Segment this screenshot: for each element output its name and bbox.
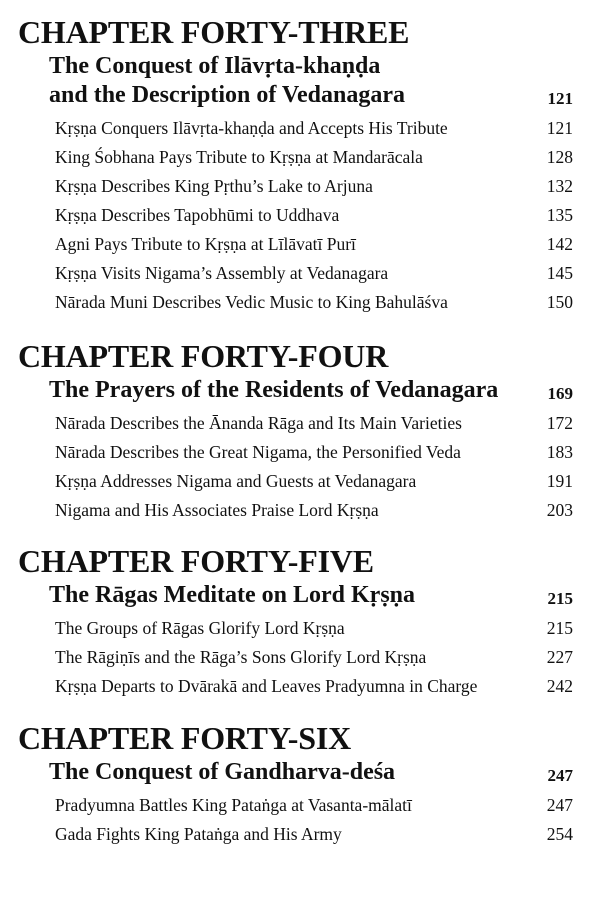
entry-title: Nārada Muni Describes Vedic Music to King Bahulāśva (55, 292, 448, 312)
toc-entry[interactable] (55, 409, 588, 438)
entry-page-number: 254 (546, 824, 573, 844)
entry-page-number: 128 (546, 147, 573, 167)
entry-page-number: 183 (546, 442, 573, 462)
part-page-number: 215 (547, 589, 573, 608)
entry-page-number: 145 (546, 263, 573, 283)
entry-list (55, 791, 588, 849)
entry-title: The Groups of Rāgas Glorify Lord Kṛṣṇa (55, 618, 345, 638)
toc-entry[interactable] (55, 201, 588, 230)
chapter-section-45 (18, 543, 588, 701)
entry-title: The Rāgiṇīs and the Rāga’s Sons Glorify Lord Kṛṣṇa (55, 647, 427, 667)
toc-entry[interactable] (55, 614, 588, 643)
entry-page-number: 247 (546, 795, 573, 815)
part-title-line: The Conquest of Gandharva-deśa (49, 759, 396, 785)
entry-title: Kṛṣṇa Visits Nigama’s Assembly at Vedanagara (55, 263, 389, 283)
part-title (49, 52, 588, 110)
entry-page-number: 203 (546, 500, 573, 520)
entry-title: Kṛṣṇa Conquers Ilāvṛta-khaṇḍa and Accepts His Tribute (55, 118, 448, 138)
part-title (49, 376, 588, 405)
part-title (49, 758, 588, 787)
part-page-number: 169 (547, 384, 573, 403)
toc-entry[interactable] (55, 643, 588, 672)
toc-entry[interactable] (55, 143, 588, 172)
entry-title: Nigama and His Associates Praise Lord Kṛṣṇa (55, 500, 379, 520)
toc-entry[interactable] (55, 259, 588, 288)
entry-page-number: 191 (546, 471, 573, 491)
toc-entry[interactable] (55, 467, 588, 496)
toc-entry[interactable] (55, 230, 588, 259)
entry-page-number: 132 (546, 176, 573, 196)
entry-page-number: 242 (546, 676, 573, 696)
entry-page-number: 135 (546, 205, 573, 225)
entry-title: Kṛṣṇa Addresses Nigama and Guests at Vedanagara (55, 471, 417, 491)
entry-page-number: 172 (546, 413, 573, 433)
chapter-section-43 (18, 14, 588, 317)
toc-entry[interactable] (55, 288, 588, 317)
toc-entry[interactable] (55, 438, 588, 467)
part-title-line: The Prayers of the Residents of Vedanagara (49, 377, 499, 403)
entry-page-number: 215 (546, 618, 573, 638)
entry-list (55, 114, 588, 317)
toc-entry[interactable] (55, 820, 588, 849)
toc-entry[interactable] (55, 791, 588, 820)
entry-title: King Śobhana Pays Tribute to Kṛṣṇa at Mandarācala (55, 147, 423, 167)
chapter-title: CHAPTER FORTY-FIVE (18, 543, 374, 579)
chapter-title: CHAPTER FORTY-FOUR (18, 338, 389, 374)
part-page-number: 121 (547, 89, 573, 108)
chapter-section-46 (18, 720, 588, 849)
chapter-title: CHAPTER FORTY-THREE (18, 14, 410, 50)
entry-title: Pradyumna Battles King Pataṅga at Vasanta-mālatī (55, 795, 412, 815)
part-title-line: and the Description of Vedanagara (49, 82, 406, 108)
entry-title: Kṛṣṇa Departs to Dvārakā and Leaves Pradyumna in Charge (55, 676, 478, 696)
chapter-title: CHAPTER FORTY-SIX (18, 720, 352, 756)
toc-entry[interactable] (55, 672, 588, 701)
entry-title: Kṛṣṇa Describes Tapobhūmi to Uddhava (55, 205, 340, 225)
toc-entry[interactable] (55, 496, 588, 525)
entry-title: Kṛṣṇa Describes King Pṛthu’s Lake to Arjuna (55, 176, 373, 196)
part-title-line: The Rāgas Meditate on Lord Kṛṣṇa (49, 582, 415, 608)
toc-entry[interactable] (55, 172, 588, 201)
entry-title: Gada Fights King Pataṅga and His Army (55, 824, 342, 844)
part-title-line: The Conquest of Ilāvṛta-khaṇḍa (49, 53, 381, 79)
entry-page-number: 142 (546, 234, 573, 254)
toc-entry[interactable] (55, 114, 588, 143)
entry-page-number: 227 (546, 647, 573, 667)
entry-list (55, 614, 588, 701)
entry-title: Agni Pays Tribute to Kṛṣṇa at Līlāvatī Purī (55, 234, 356, 254)
entry-list (55, 409, 588, 525)
entry-page-number: 121 (546, 118, 573, 138)
entry-title: Nārada Describes the Great Nigama, the Personified Veda (55, 442, 461, 462)
entry-page-number: 150 (546, 292, 573, 312)
entry-title: Nārada Describes the Ānanda Rāga and Its Main Varieties (55, 413, 462, 433)
chapter-section-44 (18, 338, 588, 525)
part-title (49, 581, 588, 610)
part-page-number: 247 (547, 766, 573, 785)
